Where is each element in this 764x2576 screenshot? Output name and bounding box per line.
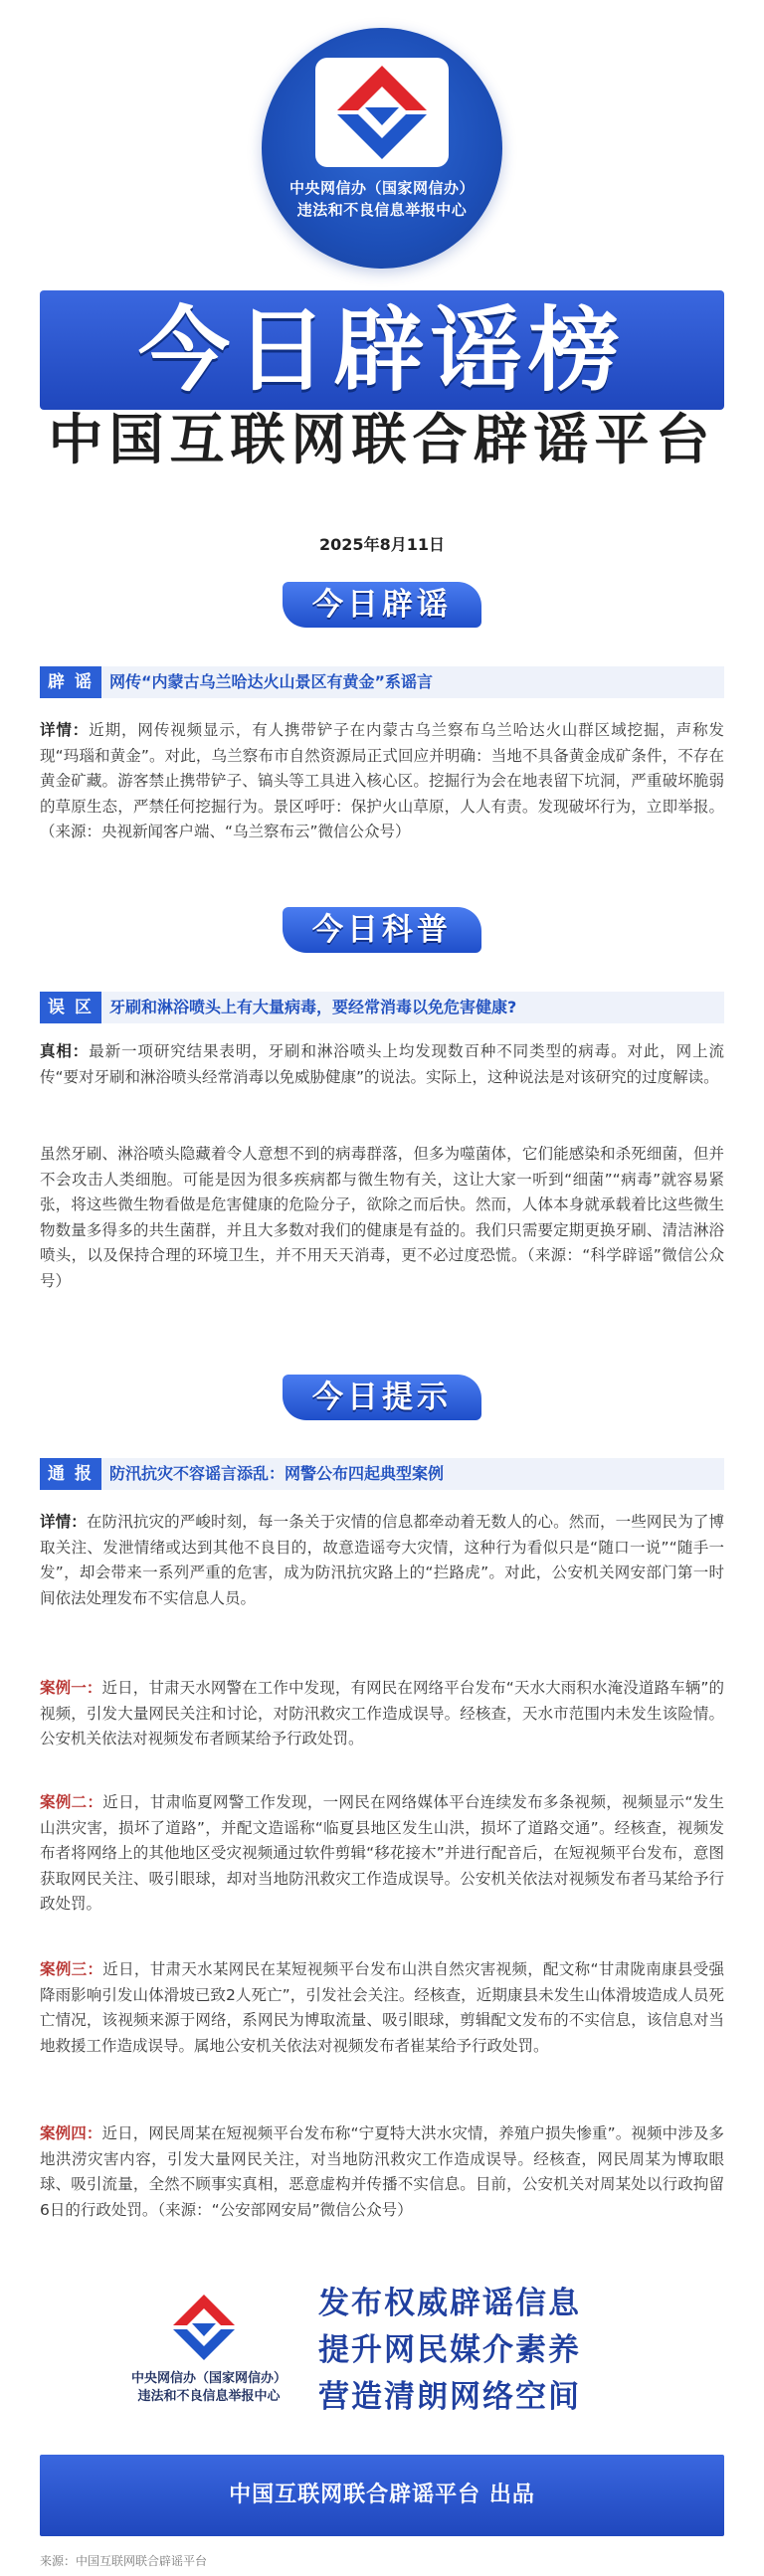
banner-title: 今日辟谣榜 [137,296,626,404]
headline-text: 网传“内蒙古乌兰哈达火山景区有黄金”系谣言 [109,672,434,691]
slogan-line: 营造清朗网络空间 [318,2379,581,2415]
source-note: 来源：中国互联网联合辟谣平台 [40,2554,208,2568]
logo-line-1: 中央网信办（国家网信办） [288,179,475,197]
section-headline-tips [40,1458,724,1490]
paragraph [40,1142,724,1294]
paragraph-text: 近日，甘肃天水某网民在某短视频平台发布山洪自然灾害视频，配文称“甘肃陇南康县受强降雨影响引发山体滑坡已致2人死亡”，引发社会关注。经核查，近期康县未发生山体滑坡造成人员死亡情况，该视频来源于网络，系网民为博取流量、吸引眼球，剪辑配文发布的不实信息，该信息对当地救援工作造成误导。属地公安机关依法对视频发布者崔某给予行政处罚。 [40,1960,724,2055]
section-title-science: 今日科普 [283,907,481,953]
paragraph-text: 近日，甘肃临夏网警工作发现，一网民在网络媒体平台连续发布多条视频，视频显示“发生山洪灾害，损坏了道路”，并配文造谣称“临夏县地区发生山洪，损坏了道路交通”。经核查，视频发布者将网络上的其他地区受灾视频通过软件剪辑“移花接木”并进行配音后，在短视频平台发布，意图获取网民关注、吸引眼球，却对当地防汛救灾工作造成误导。公安机关依法对视频发布者马某给予行政处罚。 [40,1793,724,1913]
paragraph-text: 虽然牙刷、淋浴喷头隐藏着令人意想不到的病毒群落，但多为噬菌体，它们能感染和杀死细菌，但并不会攻击人类细胞。可能是因为很多疾病都与微生物有关，这让大家一听到“细菌”“病毒”就容易紧张，将这些微生物看做是危害健康的危险分子，欲除之而后快。然而，人体本身就承载着比这些微生物数量多得多的共生菌群，并且大多数对我们的健康是有益的。我们只需要定期更换牙刷、清洁淋浴喷头，以及保持合理的环境卫生，并不用天天消毒，更不必过度恐慌。（来源：“科学辟谣”微信公众号） [40,1145,724,1290]
case-lead: 案例三： [40,1960,103,1978]
footer-logo-line-2: 违法和不良信息举报中心 [137,2389,281,2404]
paragraph-text: 最新一项研究结果表明，牙刷和淋浴喷头上均发现数百种不同类型的病毒。对此，网上流传“要对牙刷和淋浴喷头经常消毒以免威胁健康”的说法。实际上，这种说法是对该研究的过度解读。 [40,1042,724,1086]
section-title-rumor: 今日辟谣 [283,582,481,628]
reporting-center-logo [262,28,502,269]
page-subtitle: 中国互联网联合辟谣平台 [48,407,716,471]
slogan-line: 发布权威辟谣信息 [318,2286,581,2321]
slogan-line: 提升网民媒介素养 [318,2332,581,2368]
credit-bar: 中国互联网联合辟谣平台 出品 [40,2455,724,2536]
footer-logo-icon [149,2293,259,2362]
tag-rumor: 辟 谣 [40,666,101,698]
case-lead: 案例二： [40,1793,103,1811]
tag-myth: 误 区 [40,992,101,1023]
case-lead: 案例四： [40,2124,102,2142]
section-headline-rumor [40,666,724,698]
paragraph [40,1510,724,1611]
case-paragraph [40,1676,724,1752]
paragraph-text: 在防汛抗灾的严峻时刻，每一条关于灾情的信息都牵动着无数人的心。然而，一些网民为了博取关注、发泄情绪或达到其他不良目的，故意造谣夸大灾情，这种行为看似只是“随口一说”“随手一发”，却会带来一系列严重的危害，成为防汛抗灾路上的“拦路虎”。对此，公安机关网安部门第一时间依法处理发布不实信息人员。 [40,1513,724,1607]
paragraph-lead: 详情： [40,721,90,739]
paragraph [40,718,724,845]
paragraph-lead: 真相： [40,1042,90,1060]
publish-date: 2025年8月11日 [319,535,445,554]
paragraph-text: 近期，网传视频显示，有人携带铲子在内蒙古乌兰察布乌兰哈达火山群区域挖掘，声称发现“玛瑙和黄金”。对此，乌兰察布市自然资源局正式回应并明确：当地不具备黄金成矿条件，不存在黄金矿藏。游客禁止携带铲子、镐头等工具进入核心区。挖掘行为会在地表留下坑洞，严重破坏脆弱的草原生态，严禁任何挖掘行为。景区呼吁：保护火山草原，人人有责。发现破坏行为，立即举报。（来源：央视新闻客户端、“乌兰察布云”微信公众号） [40,721,724,840]
reporting-center-logo-icon [315,58,449,167]
logo-line-2: 违法和不良信息举报中心 [296,201,468,219]
section-headline-science [40,992,724,1023]
headline-text: 牙刷和淋浴喷头上有大量病毒，要经常消毒以免危害健康? [109,998,517,1016]
case-lead: 案例一： [40,1679,102,1697]
title-banner [40,290,724,410]
tag-notice: 通 报 [40,1458,101,1490]
case-paragraph [40,1790,724,1918]
case-paragraph [40,1957,724,2059]
paragraph-lead: 详情： [40,1513,87,1531]
case-paragraph [40,2121,724,2223]
footer-logo-line-1: 中央网信办（国家网信办） [130,2371,286,2386]
headline-text: 防汛抗灾不容谣言添乱：网警公布四起典型案例 [109,1464,445,1483]
paragraph-text: 近日，网民周某在短视频平台发布称“宁夏特大洪水灾情，养殖户损失惨重”。视频中涉及多地洪涝灾害内容，引发大量网民关注，对当地防汛救灾工作造成误导。经核查，网民周某为博取眼球、吸引流量，全然不顾事实真相，恶意虚构并传播不实信息。目前，公安机关对周某处以行政拘留6日的行政处罚。（来源：“公安部网安局”微信公众号） [40,2124,724,2219]
paragraph [40,1039,724,1090]
section-title-tips: 今日提示 [283,1375,481,1420]
paragraph-text: 近日，甘肃天水网警在工作中发现，有网民在网络平台发布“天水大雨积水淹没道路车辆”的视频，引发大量网民关注和讨论，对防汛救灾工作造成误导。经核查，天水市范围内未发生该险情。公安机关依法对视频发布者顾某给予行政处罚。 [40,1679,724,1748]
